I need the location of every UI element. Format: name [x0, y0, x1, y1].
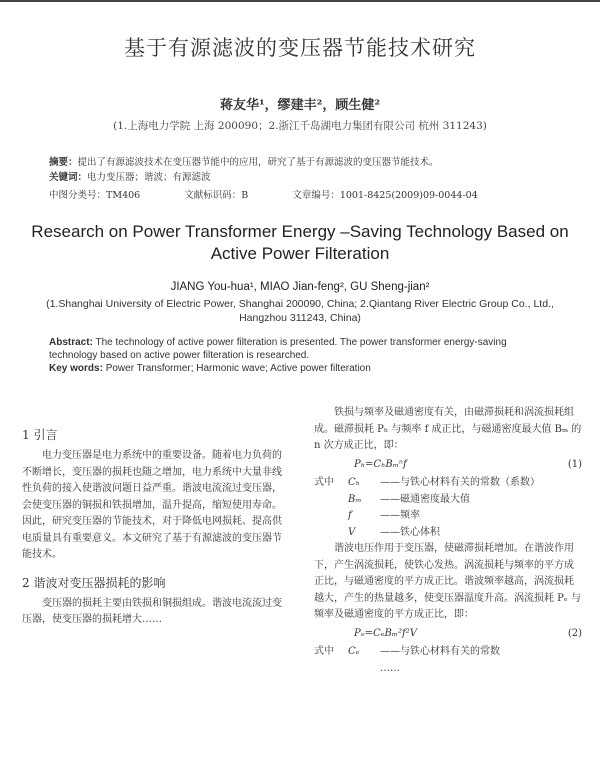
article-number: 文章编号：1001-8425(2009)09-0044-04: [292, 190, 478, 201]
definition-row: [314, 644, 582, 661]
definition-key: [314, 661, 348, 678]
definition-key: 式中: [314, 646, 334, 657]
equation-2-formula: Pₑ=CₑBₘ²f²V: [354, 627, 417, 639]
definition-text: ——铁心体积: [380, 526, 440, 538]
chinese-title: 基于有源滤波的变压器节能技术研究: [124, 36, 476, 60]
definition-key: [314, 525, 348, 542]
chinese-keywords-label: 关键词：: [49, 172, 88, 183]
english-abstract-block: [49, 336, 554, 362]
definition-key: 式中: [314, 477, 334, 488]
chinese-keywords-text: 电力变压器；谐波；有源滤波: [87, 172, 211, 183]
chinese-affiliation: (1.上海电力学院 上海 200090；2.浙江千岛湖电力集团有限公司 杭州 311243): [113, 120, 487, 132]
right-column: [314, 405, 582, 677]
definition-symbol: f: [348, 510, 352, 521]
definition-symbol: [348, 661, 380, 678]
equation-2: [354, 626, 582, 643]
definition-symbol: Bₘ: [348, 493, 362, 505]
chinese-abstract-label: 摘要：: [49, 157, 78, 168]
english-keywords-text: Power Transformer; Harmonic wave; Active power filteration: [105, 363, 371, 374]
chinese-authors: 蒋友华¹，缪建丰²，顾生健²: [219, 98, 381, 113]
definition-text: ——频率: [380, 510, 420, 521]
english-abstract: [49, 336, 554, 375]
equation-1: [354, 457, 582, 474]
english-abstract-label: Abstract:: [49, 337, 93, 348]
definition-text: ——与铁心材料有关的常数（系数）: [380, 477, 540, 488]
definition-key: [314, 492, 348, 509]
definition-row: [314, 661, 582, 678]
definition-symbol: Cₑ: [348, 646, 360, 657]
equation-1-number: (1): [567, 458, 582, 470]
definition-text: ……: [380, 662, 400, 674]
chinese-abstract: [49, 156, 554, 170]
definition-symbol: V: [348, 526, 356, 538]
classification-line: [49, 189, 559, 203]
clc-number: 中图分类号：TM406: [49, 190, 141, 201]
equation-1-definitions: [314, 475, 582, 541]
english-authors: JIANG You-hua¹, MIAO Jian-feng², GU Sheng-jian²: [170, 281, 430, 293]
definition-row: [314, 475, 582, 492]
chinese-keywords: [49, 171, 554, 185]
eddy-current-paragraph: 谐波电压作用于变压器，使磁滞损耗增加。在谐波作用下，产生涡流损耗，使铁心发热。涡流损耗与频率的平方成正比，与磁通密度的平方成正比。谐波频率越高，涡流损耗越大，产生的热量越多，使变压器温度升高。涡流损耗 Pₑ 与频率及磁通密度的平方成正比，即：: [314, 543, 581, 620]
chinese-abstract-text: 提出了有源滤波技术在变压器节能中的应用，研究了基于有源滤波的变压器节能技术。: [77, 157, 439, 168]
definition-row: [314, 525, 582, 542]
definition-key: [314, 508, 348, 525]
equation-2-number: (2): [567, 627, 582, 639]
definition-row: [314, 492, 582, 509]
english-abstract-text: The technology of active power filteration is presented. The power transformer energy-saving technology based on active power filteration is researched.: [49, 337, 507, 361]
section-2-heading: 2 谐波对变压器损耗的影响: [22, 575, 166, 590]
left-column: [22, 420, 290, 629]
section-1-paragraph: 电力变压器是电力系统中的重要设备。随着电力负荷的不断增长，变压器的损耗也随之增加，电力系统中大量非线性负荷的接入使谐波问题日益严重。谐波电流流过变压器，会使变压器的铜损和铁损增加，温升提高，缩短使用寿命。因此，研究变压器的节能技术，对于降低电网损耗、提高供电质量具有重要意义。本文研究了基于有源滤波的变压器节能技术。: [22, 450, 282, 560]
equation-1-formula: Pₕ=CₕBₘⁿf: [354, 458, 407, 470]
section-1-heading: 1 引言: [22, 428, 58, 442]
header-rule: [0, 0, 600, 2]
english-keywords-label: Key words:: [49, 363, 103, 374]
document-code: 文献标识码：B: [184, 190, 249, 201]
equation-2-definitions: [314, 644, 582, 677]
definition-row: [314, 508, 582, 525]
definition-symbol: Cₕ: [348, 477, 360, 488]
definition-text: ——磁通密度最大值: [380, 493, 470, 505]
english-title: Research on Power Transformer Energy –Saving Technology Based on Active Power Filteration: [31, 222, 569, 263]
hysteresis-paragraph: 铁损与频率及磁通密度有关，由磁滞损耗和涡流损耗组成。磁滞损耗 Pₕ 与频率 f 成正比，与磁通密度最大值 Bₘ 的 n 次方成正比，即：: [314, 407, 582, 451]
section-2-paragraph: 变压器的损耗主要由铁损和铜损组成。谐波电流流过变压器，使变压器的损耗增大……: [22, 597, 282, 625]
english-keywords-block: [49, 362, 554, 375]
english-affiliation: (1.Shanghai University of Electric Power, Shanghai 200090, China; 2.Qiantang River Electric Group Co., Ltd., Hangzhou 311243, China): [46, 298, 554, 324]
definition-text: ——与铁心材料有关的常数: [380, 646, 500, 657]
